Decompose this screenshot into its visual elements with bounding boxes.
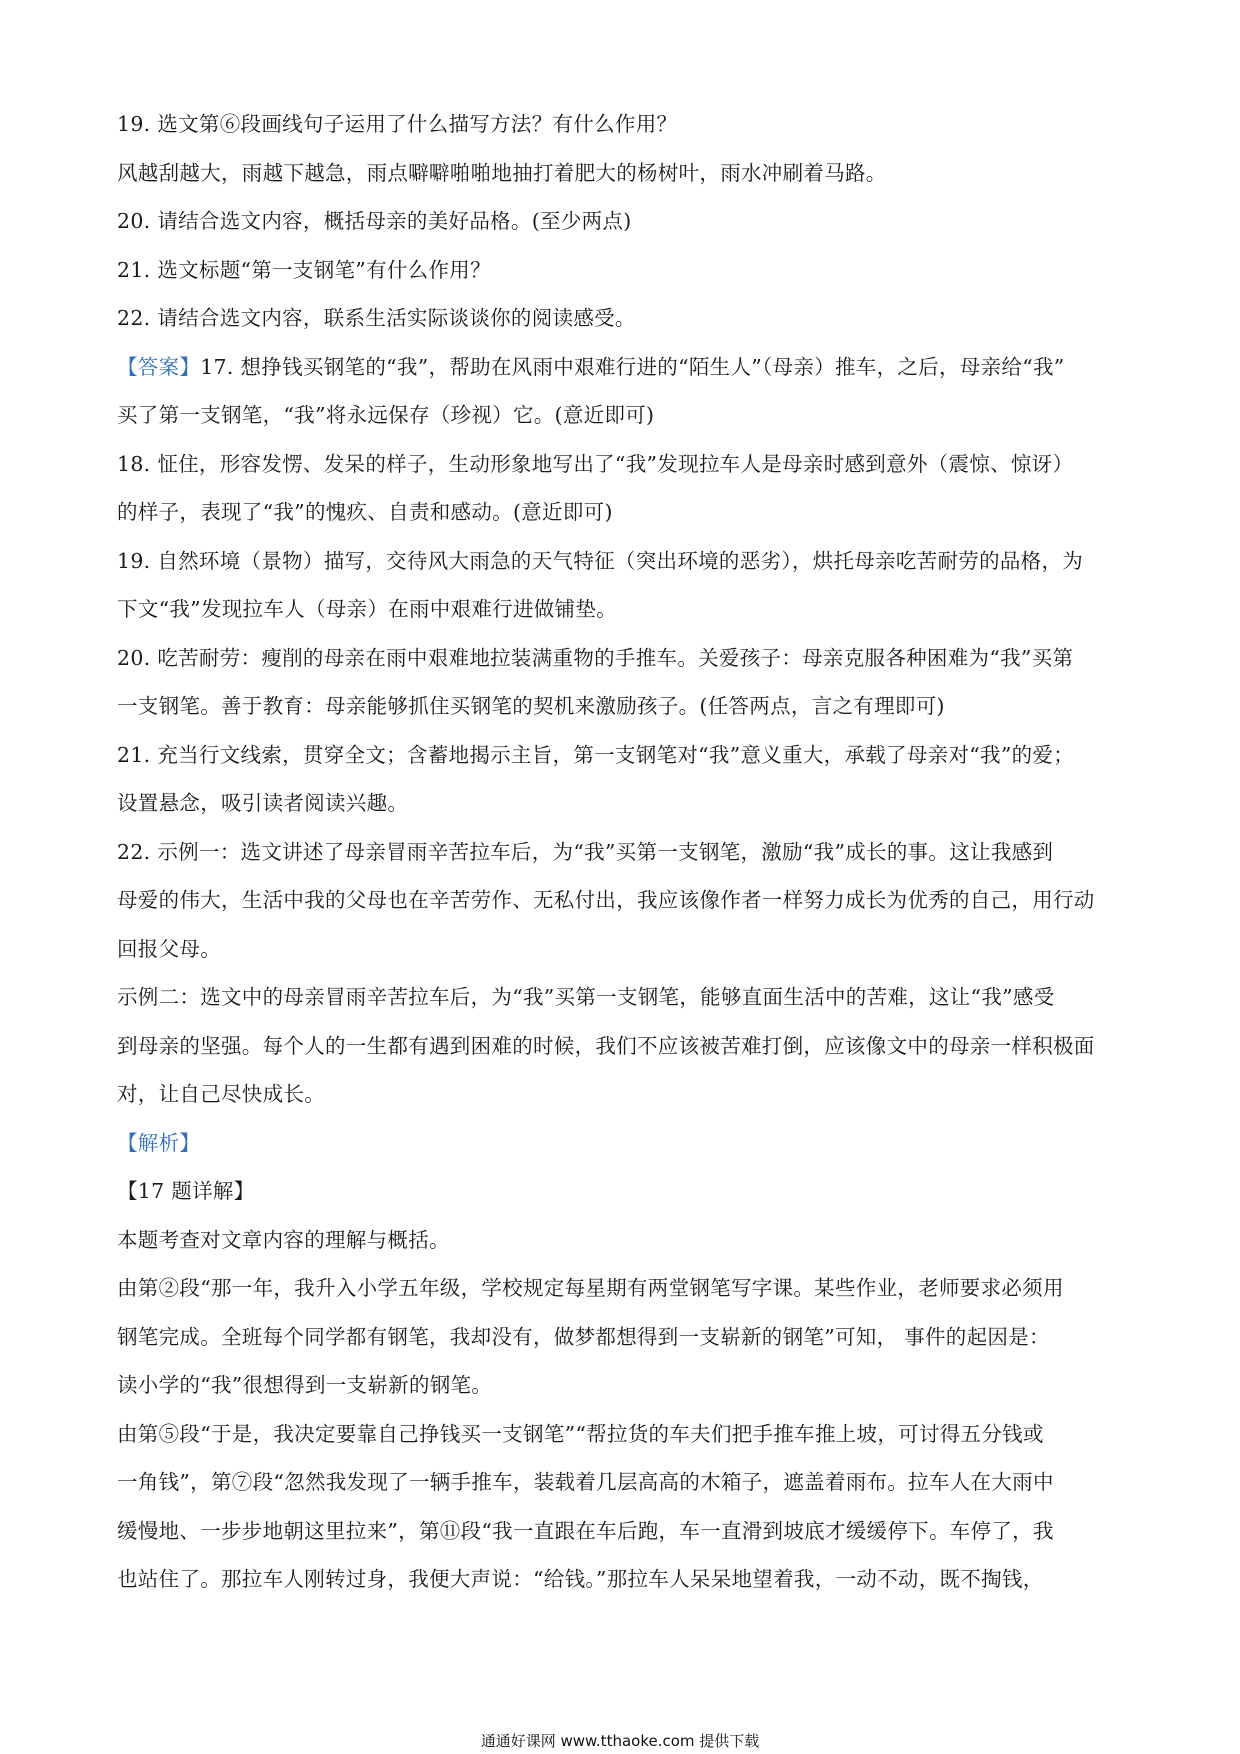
example-2-line-1: 示例二：选文中的母亲冒雨辛苦拉车后，为“我”买第一支钢笔，能够直面生活中的苦难，这让“我”感受 — [117, 985, 1055, 1009]
analysis-label: 【解析】 — [117, 1130, 201, 1155]
answer-22-line-1: 22. 示例一：选文讲述了母亲冒雨辛苦拉车后，为“我”买第一支钢笔，激励“我”成长的事。这让我感到 — [117, 839, 1054, 864]
answer-19-line-1: 19. 自然环境（景物）描写，交待风大雨急的天气特征（突出环境的恶劣），烘托母亲吃苦耐劳的品格，为 — [117, 548, 1084, 573]
answer-22-line-2: 母爱的伟大，生活中我的父母也在辛苦劳作、无私付出，我应该像作者一样努力成长为优秀的自己，用行动 — [117, 888, 1095, 912]
question-19: 19. 选文第⑥段画线句子运用了什么描写方法？有什么作用？ — [117, 112, 678, 136]
answer-18-line-2: 的样子，表现了“我”的愧疚、自责和感动。(意近即可) — [117, 500, 613, 524]
analysis-p2-line-3: 读小学的“我”很想得到一支崭新的钢笔。 — [117, 1373, 493, 1397]
answer-20-line-1: 20. 吃苦耐劳：瘦削的母亲在雨中艰难地拉装满重物的手推车。关爱孩子：母亲克服各种困难为“我”买第 — [117, 645, 1074, 670]
analysis-p1: 本题考查对文章内容的理解与概括。 — [117, 1227, 450, 1252]
answer-17-text: 17. 想挣钱买钢笔的“我”，帮助在风雨中艰难行进的“陌生人”（母亲）推车，之后，母亲给“我” — [200, 354, 1065, 379]
analysis-p2-line-1: 由第②段“那一年，我升入小学五年级，学校规定每星期有两堂钢笔写字课。某些作业，老师要求必须用 — [117, 1276, 1064, 1300]
question-20: 20. 请结合选文内容，概括母亲的美好品格。(至少两点) — [117, 209, 632, 233]
analysis-p3-line-1: 由第⑤段“于是，我决定要靠自己挣钱买一支钢笔”“帮拉货的车夫们把手推车推上坡，可讨得五分钱或 — [117, 1421, 1044, 1446]
example-2-line-3: 对，让自己尽快成长。 — [117, 1082, 325, 1106]
analysis-p2-line-2: 钢笔完成。全班每个同学都有钢笔，我却没有，做梦都想得到一支崭新的钢笔”可知， 事件的起因是： — [117, 1324, 1050, 1349]
question-19-sentence: 风越刮越大，雨越下越急，雨点噼噼啪啪地抽打着肥大的杨树叶，雨水冲刷着马路。 — [117, 160, 887, 185]
analysis-p3-line-4: 也站住了。那拉车人刚转过身，我便大声说：“给钱。”那拉车人呆呆地望着我，一动不动，既不掏钱， — [117, 1567, 1044, 1591]
example-2-line-2: 到母亲的坚强。每个人的一生都有遇到困难的时候，我们不应该被苦难打倒，应该像文中的母亲一样积极面 — [117, 1033, 1095, 1058]
answer-22-line-3: 回报父母。 — [117, 936, 221, 961]
answer-17-line-2: 买了第一支钢笔，“我”将永远保存（珍视）它。(意近即可) — [117, 403, 655, 427]
analysis-p3-line-2: 一角钱”，第⑦段“忽然我发现了一辆手推车，装载着几层高高的木箱子，遮盖着雨布。拉车人在大雨中 — [117, 1470, 1054, 1494]
answer-17-line-1 — [117, 343, 1137, 392]
question-22: 22. 请结合选文内容，联系生活实际谈谈你的阅读感受。 — [117, 306, 636, 330]
answer-18-line-1: 18. 怔住，形容发愣、发呆的样子，生动形象地写出了“我”发现拉车人是母亲时感到意外（震惊、惊讶） — [117, 451, 1074, 476]
answer-label: 【答案】 — [117, 354, 201, 379]
analysis-p3-line-3: 缓慢地、一步步地朝这里拉来”，第⑪段“我一直跟在车后跑，车一直滑到坡底才缓缓停下。车停了，我 — [117, 1518, 1054, 1543]
answer-20-line-2: 一支钢笔。善于教育：母亲能够抓住买钢笔的契机来激励孩子。(任答两点，言之有理即可) — [117, 694, 945, 718]
detail-17-label: 【17 题详解】 — [117, 1179, 255, 1203]
analysis-label-line — [117, 1119, 1137, 1168]
answer-19-line-2: 下文“我”发现拉车人（母亲）在雨中艰难行进做铺垫。 — [117, 597, 617, 621]
document-body — [117, 100, 1137, 1604]
footer-source: 通通好课网 www.tthaoke.com 提供下载 — [480, 1732, 760, 1750]
answer-21-line-1: 21. 充当行文线索，贯穿全文；含蓄地揭示主旨，第一支钢笔对“我”意义重大，承载了母亲对“我”的爱； — [117, 742, 1075, 767]
answer-21-line-2: 设置悬念，吸引读者阅读兴趣。 — [117, 791, 409, 815]
question-21: 21. 选文标题“第一支钢笔”有什么作用？ — [117, 257, 491, 282]
